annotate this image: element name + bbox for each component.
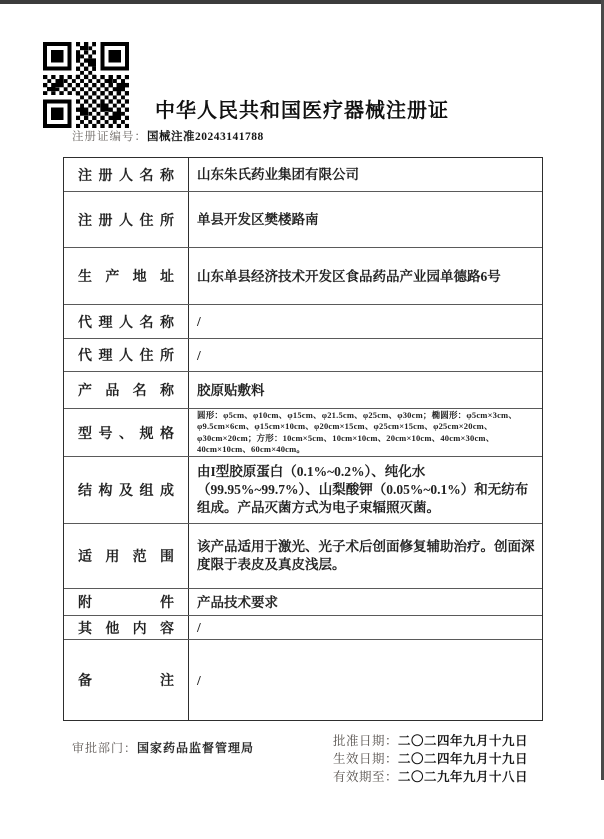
row-value: 产品技术要求 bbox=[197, 594, 278, 610]
row-value: / bbox=[197, 620, 201, 635]
table-row-registrant-name bbox=[64, 158, 542, 192]
row-label: 生产地址 bbox=[64, 248, 189, 304]
effective-date-line bbox=[333, 750, 528, 768]
effective-date-label: 生效日期： bbox=[333, 752, 399, 766]
scan-edge-top bbox=[0, 0, 604, 4]
row-value: 圆形：φ5cm、φ10cm、φ15cm、φ21.5cm、φ25cm、φ30cm；椭圆形：φ5cm×3cm、φ9.5cm×6cm、φ15cm×10cm、φ20cm×15cm、φ25cm×15cm、φ25cm×20cm、φ30cm×20cm；方形：10cm×5cm、10cm×10cm、20cm×10cm、40cm×30cm、40cm×10cm、60cm×40cm。 bbox=[197, 409, 518, 454]
row-value: / bbox=[197, 314, 201, 329]
table-row-attachment bbox=[64, 589, 542, 616]
row-value: 单县开发区樊楼路南 bbox=[197, 212, 319, 227]
table-row-other-content bbox=[64, 616, 542, 640]
row-value: 该产品适用于激光、光子术后创面修复辅助治疗。创面深度限于表皮及真皮浅层。 bbox=[197, 539, 535, 572]
table-row-registrant-address bbox=[64, 192, 542, 248]
table-row-production-address bbox=[64, 248, 542, 305]
approval-department-value: 国家药品监督管理局 bbox=[137, 741, 255, 755]
registration-number-value: 国械注准20243141788 bbox=[147, 131, 264, 143]
effective-date-value: 二〇二四年九月十九日 bbox=[398, 752, 529, 766]
row-label: 代理人名称 bbox=[64, 305, 189, 338]
approval-date-value: 二〇二四年九月十九日 bbox=[398, 734, 529, 748]
table-row-model-spec bbox=[64, 409, 542, 457]
row-label: 产品名称 bbox=[64, 372, 189, 408]
row-value: 山东单县经济技术开发区食品药品产业园单德路6号 bbox=[197, 268, 501, 284]
certificate-title: 中华人民共和国医疗器械注册证 bbox=[155, 100, 449, 122]
row-value: 胶原贴敷料 bbox=[197, 382, 265, 398]
expiry-date-label: 有效期至： bbox=[333, 770, 399, 784]
table-row-remarks bbox=[64, 640, 542, 720]
approval-date-label: 批准日期： bbox=[333, 734, 399, 748]
row-label: 其他内容 bbox=[64, 616, 189, 639]
row-value: 山东朱氏药业集团有限公司 bbox=[197, 167, 359, 182]
table-row-structure-composition bbox=[64, 457, 542, 524]
row-label: 备 注 bbox=[64, 640, 189, 720]
approval-department-line bbox=[72, 739, 254, 756]
approval-department-label: 审批部门： bbox=[72, 741, 138, 755]
row-label: 适用范围 bbox=[64, 524, 189, 588]
row-label: 注册人住所 bbox=[64, 192, 189, 247]
row-label: 型号、规格 bbox=[64, 409, 189, 456]
table-row-agent-address bbox=[64, 339, 542, 372]
certificate-table bbox=[63, 157, 543, 721]
registration-number-label: 注册证编号： bbox=[72, 131, 147, 143]
table-row-product-name bbox=[64, 372, 542, 409]
row-label: 附 件 bbox=[64, 589, 189, 615]
table-row-agent-name bbox=[64, 305, 542, 339]
row-label: 注册人名称 bbox=[64, 158, 189, 191]
row-value: / bbox=[197, 347, 201, 363]
approval-date-line bbox=[333, 732, 528, 750]
registration-number-line bbox=[72, 128, 264, 144]
row-value: 由I型胶原蛋白（0.1%~0.2%）、纯化水（99.95%~99.7%）、山梨酸钾（0.05%~0.1%）和无纺布组成。产品灭菌方式为电子束辐照灭菌。 bbox=[197, 464, 529, 515]
certificate-dates bbox=[333, 732, 528, 786]
table-row-scope-of-application bbox=[64, 524, 542, 589]
row-label: 代理人住所 bbox=[64, 339, 189, 371]
expiry-date-value: 二〇二九年九月十八日 bbox=[398, 770, 529, 784]
expiry-date-line bbox=[333, 768, 528, 786]
row-label: 结构及组成 bbox=[64, 457, 189, 523]
row-value: / bbox=[197, 672, 201, 688]
